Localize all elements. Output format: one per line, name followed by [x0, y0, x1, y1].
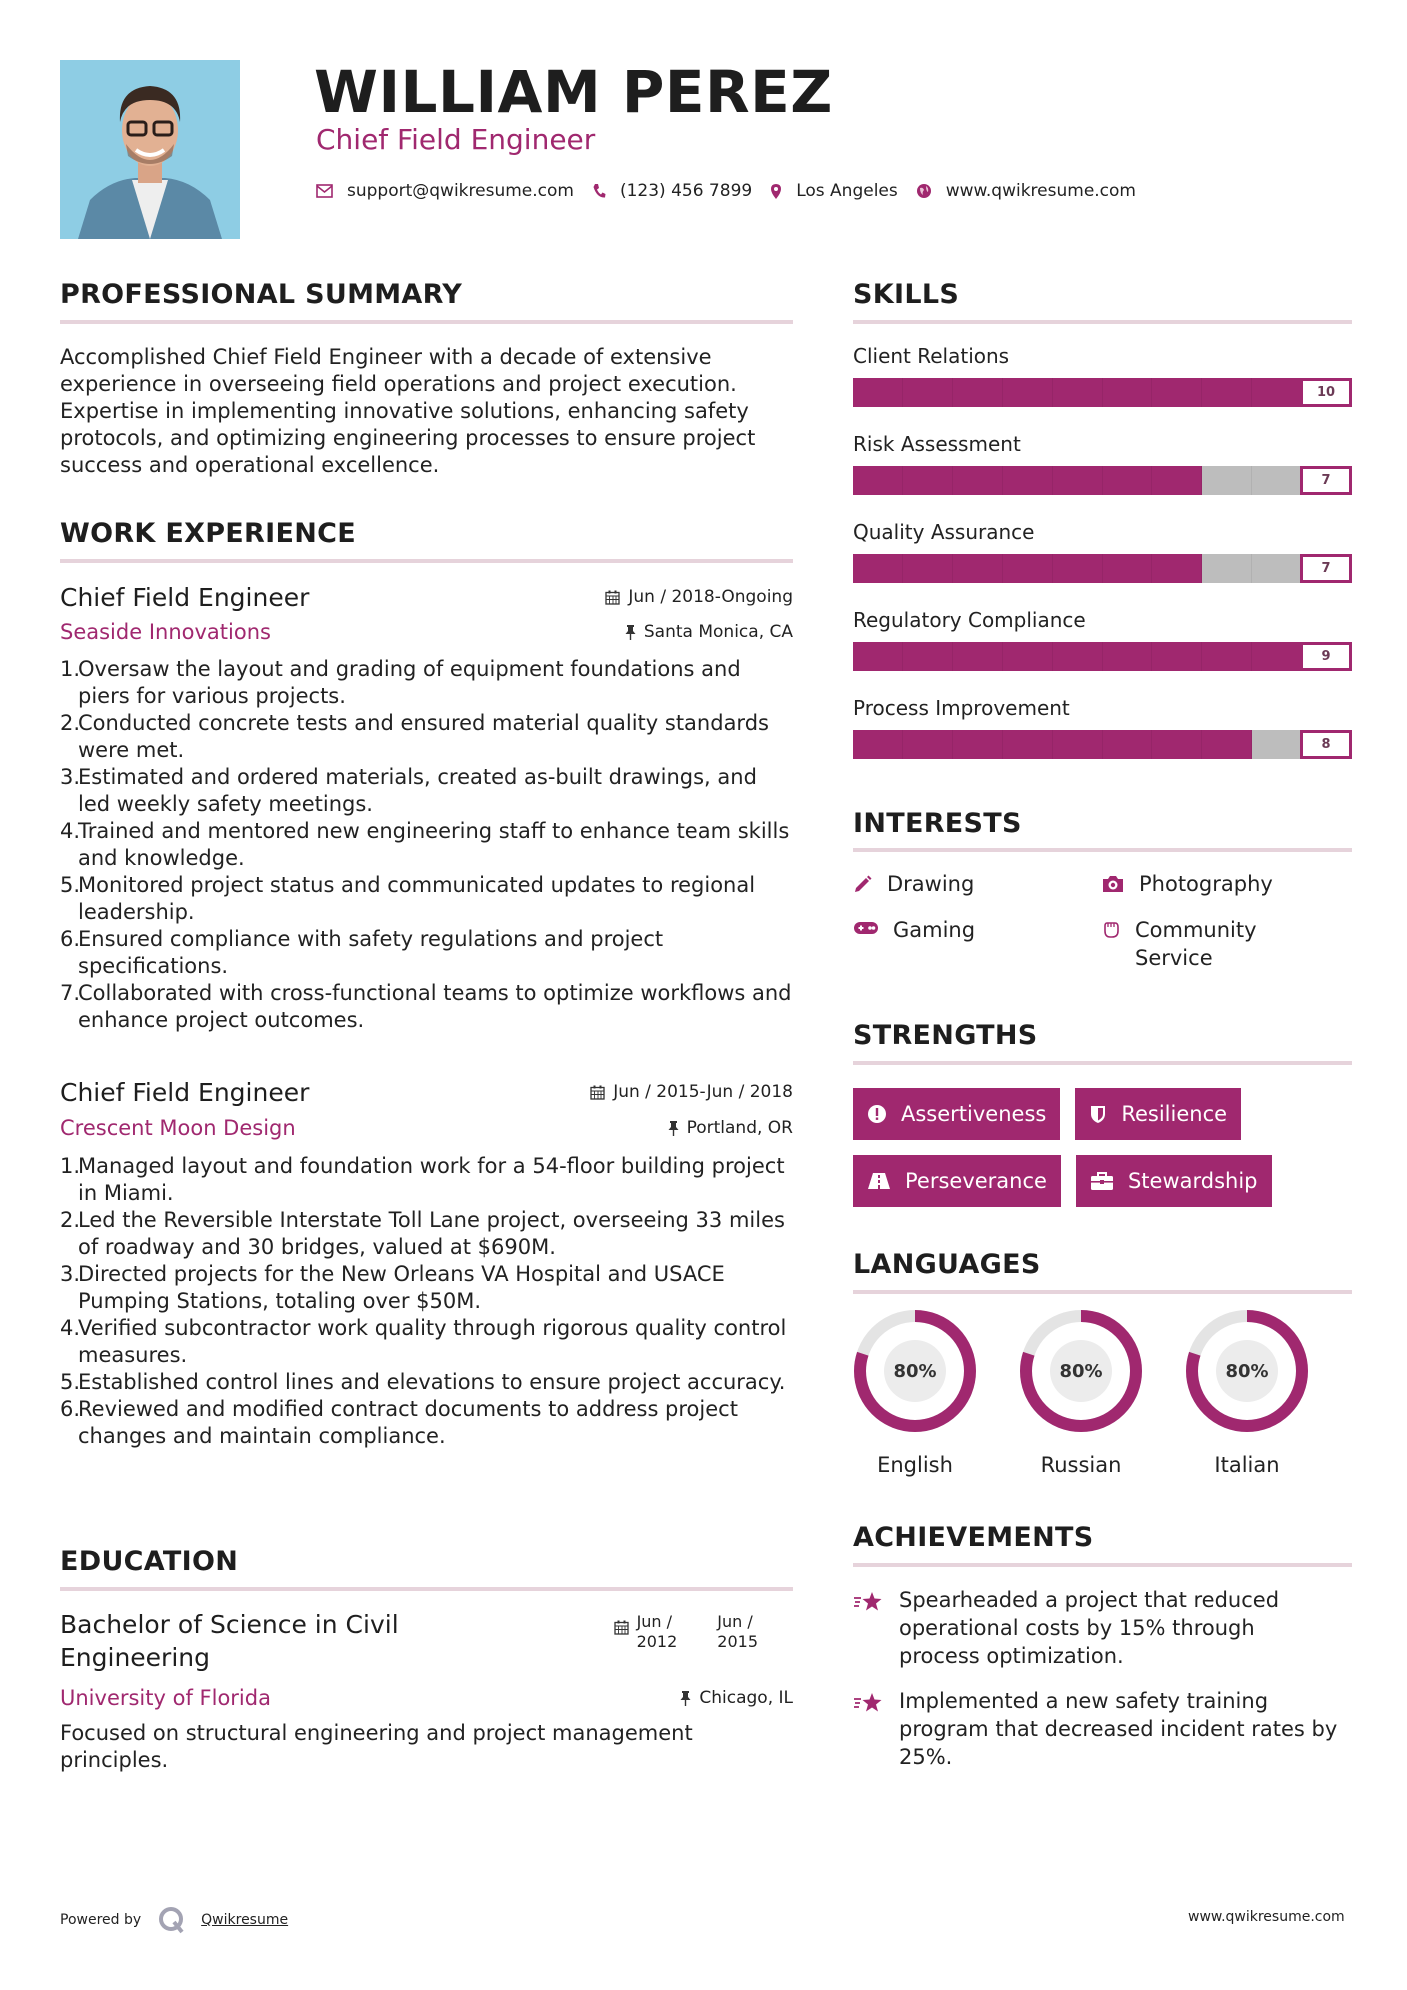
qwikresume-link[interactable]: Qwikresume: [201, 1912, 289, 1928]
candidate-title: Chief Field Engineer: [316, 123, 596, 156]
achievements-list: [853, 1586, 1352, 1771]
footer-website-link[interactable]: www.qwikresume.com: [1188, 1909, 1345, 1925]
powered-by-label: Powered by: [60, 1912, 142, 1928]
footer-powered-by: [60, 1905, 288, 1935]
website-text: www.qwikresume.com: [945, 181, 1136, 201]
language-label: Russian: [1040, 1453, 1122, 1477]
interest-item: Gaming: [853, 916, 975, 944]
language-percent: 80%: [1216, 1340, 1278, 1402]
interest-item: Drawing: [853, 870, 974, 898]
skills-heading: SKILLS: [853, 279, 960, 310]
interest-item: Photography: [1101, 870, 1273, 898]
job-dates: Jun / 2015-Jun / 2018: [590, 1082, 793, 1102]
skill-score: 9: [1300, 642, 1352, 671]
phone-icon: [592, 183, 606, 199]
skill-label: Process Improvement: [853, 696, 1070, 720]
contact-website[interactable]: [916, 181, 1136, 201]
job-bullets: [60, 656, 793, 1034]
language-progress-ring: [853, 1309, 977, 1433]
skill-bar: [853, 466, 1352, 495]
job-dates: Jun / 2018-Ongoing: [605, 587, 793, 607]
pushpin-icon: [668, 1121, 679, 1136]
shield-icon: [1089, 1104, 1107, 1124]
strengths-heading: STRENGTHS: [853, 1020, 1038, 1051]
strength-chip: Resilience: [1075, 1088, 1241, 1140]
job-entry: [60, 580, 793, 1034]
languages-list: [853, 1309, 1352, 1477]
skill-label: Risk Assessment: [853, 432, 1021, 456]
language-percent: 80%: [884, 1340, 946, 1402]
experience-divider: [60, 559, 793, 563]
star-icon: [853, 1691, 885, 1715]
language-progress-ring: [1185, 1309, 1309, 1433]
gamepad-icon: [853, 920, 879, 936]
road-icon: [867, 1172, 891, 1190]
language-item: [1185, 1309, 1309, 1477]
contact-row: [316, 181, 1154, 201]
skill-item: [853, 520, 1352, 608]
star-icon: [853, 1590, 885, 1614]
education-entry: [60, 1608, 793, 1774]
interest-item: Community Service: [1101, 916, 1301, 972]
skill-item: [853, 696, 1352, 784]
job-location: Santa Monica, CA: [625, 622, 793, 642]
skill-bar: [853, 554, 1352, 583]
bullet-item: Oversaw the layout and grading of equipment foundations and piers for various projects.: [78, 657, 741, 708]
language-progress-ring: [1019, 1309, 1143, 1433]
education-location: Chicago, IL: [680, 1688, 793, 1708]
camera-icon: [1101, 874, 1125, 894]
interests-divider: [853, 848, 1352, 852]
skill-score: 8: [1300, 730, 1352, 759]
job-role: Chief Field Engineer: [60, 1077, 310, 1107]
email-text: support@qwikresume.com: [347, 181, 574, 201]
strength-chip: Assertiveness: [853, 1088, 1060, 1140]
skill-score: 7: [1300, 554, 1352, 583]
skill-item: [853, 608, 1352, 696]
contact-phone[interactable]: [592, 181, 752, 201]
calendar-icon: [614, 1620, 629, 1635]
globe-icon: [916, 183, 932, 199]
achievements-divider: [853, 1563, 1352, 1567]
skill-item: [853, 432, 1352, 520]
exclamation-circle-icon: [867, 1104, 887, 1124]
language-label: English: [877, 1453, 953, 1477]
school-name: University of Florida: [60, 1686, 271, 1710]
job-company: Crescent Moon Design: [60, 1116, 296, 1140]
skill-label: Client Relations: [853, 344, 1010, 368]
education-dates: [614, 1612, 758, 1652]
job-entry: [60, 1075, 793, 1450]
briefcase-icon: [1090, 1171, 1114, 1191]
summary-text: Accomplished Chief Field Engineer with a decade of extensive experience in overseeing field operations and project execution. Expertise in implementing innovative solutions, enhancing safety protocols, and optimizing engineering processes to ensure project success and operational excellence.: [60, 345, 756, 477]
interests-grid: [853, 870, 1352, 990]
summary-divider: [60, 320, 793, 324]
language-item: [1019, 1309, 1143, 1477]
calendar-icon: [605, 590, 620, 605]
calendar-icon: [590, 1085, 605, 1100]
skill-bar: [853, 730, 1352, 759]
skill-score: 7: [1300, 466, 1352, 495]
bullet-item: Estimated and ordered materials, created as-built drawings, and led weekly safety meetings.: [78, 765, 757, 816]
job-location: Portland, OR: [668, 1118, 793, 1138]
language-label: Italian: [1214, 1453, 1280, 1477]
language-item: [853, 1309, 977, 1477]
pencil-icon: [853, 874, 873, 894]
bullet-item: Ensured compliance with safety regulations and project specifications.: [78, 927, 664, 978]
strengths-list: [853, 1088, 1352, 1207]
languages-divider: [853, 1290, 1352, 1294]
candidate-name: WILLIAM PEREZ: [314, 58, 833, 126]
pushpin-icon: [680, 1691, 691, 1706]
job-role: Chief Field Engineer: [60, 582, 310, 612]
strength-chip: Stewardship: [1076, 1155, 1272, 1207]
contact-location: [770, 181, 898, 201]
bullet-item: Monitored project status and communicated updates to regional leadership.: [78, 873, 756, 924]
language-percent: 80%: [1050, 1340, 1112, 1402]
bullet-item: Led the Reversible Interstate Toll Lane project, overseeing 33 miles of roadway and 30 bridges, valued at $690M.: [78, 1208, 785, 1259]
achievements-heading: ACHIEVEMENTS: [853, 1522, 1094, 1553]
education-divider: [60, 1587, 793, 1591]
bullet-item: Established control lines and elevations to ensure project accuracy.: [78, 1370, 786, 1394]
achievement-item: Spearheaded a project that reduced operational costs by 15% through process optimization.: [853, 1586, 1352, 1670]
bullet-item: Collaborated with cross-functional teams to optimize workflows and enhance project outcomes.: [78, 981, 792, 1032]
achievement-item: Implemented a new safety training program that decreased incident rates by 25%.: [853, 1687, 1352, 1771]
education-end: Jun / 2015: [717, 1612, 758, 1651]
skill-bar: [853, 642, 1352, 671]
degree-title: Bachelor of Science in Civil Engineering: [60, 1610, 399, 1672]
education-start: Jun / 2012: [636, 1612, 678, 1651]
interests-heading: INTERESTS: [853, 808, 1022, 839]
summary-heading: PROFESSIONAL SUMMARY: [60, 279, 463, 310]
bullet-item: Reviewed and modified contract documents to address project changes and maintain compliance.: [78, 1397, 738, 1448]
bullet-item: Verified subcontractor work quality through rigorous quality control measures.: [78, 1316, 787, 1367]
experience-heading: WORK EXPERIENCE: [60, 518, 356, 549]
bullet-item: Trained and mentored new engineering staff to enhance team skills and knowledge.: [78, 819, 790, 870]
phone-text: (123) 456 7899: [619, 181, 753, 201]
location-text: Los Angeles: [796, 181, 898, 201]
education-description: Focused on structural engineering and project management principles.: [60, 1721, 693, 1772]
skill-item: [853, 344, 1352, 432]
contact-email[interactable]: [316, 181, 574, 201]
skill-score: 10: [1300, 378, 1352, 407]
bullet-item: Conducted concrete tests and ensured material quality standards were met.: [78, 711, 769, 762]
bullet-item: Directed projects for the New Orleans VA Hospital and USACE Pumping Stations, totaling over $50M.: [78, 1262, 725, 1313]
envelope-icon: [316, 184, 333, 198]
bullet-item: Managed layout and foundation work for a 54-floor building project in Miami.: [78, 1154, 785, 1205]
qwikresume-logo-icon: [157, 1905, 187, 1935]
pushpin-icon: [625, 625, 636, 640]
map-marker-icon: [770, 183, 782, 200]
skill-label: Regulatory Compliance: [853, 608, 1086, 632]
strengths-divider: [853, 1061, 1352, 1065]
job-company: Seaside Innovations: [60, 620, 271, 644]
hand-icon: [1101, 920, 1121, 940]
job-bullets: [60, 1153, 793, 1450]
languages-heading: LANGUAGES: [853, 1249, 1041, 1280]
education-heading: EDUCATION: [60, 1546, 239, 1577]
skill-bar: [853, 378, 1352, 407]
profile-photo: [60, 60, 240, 239]
person-photo-icon: [60, 60, 240, 239]
strength-chip: Perseverance: [853, 1155, 1061, 1207]
skill-label: Quality Assurance: [853, 520, 1035, 544]
skills-divider: [853, 320, 1352, 324]
skills-list: [853, 344, 1352, 784]
